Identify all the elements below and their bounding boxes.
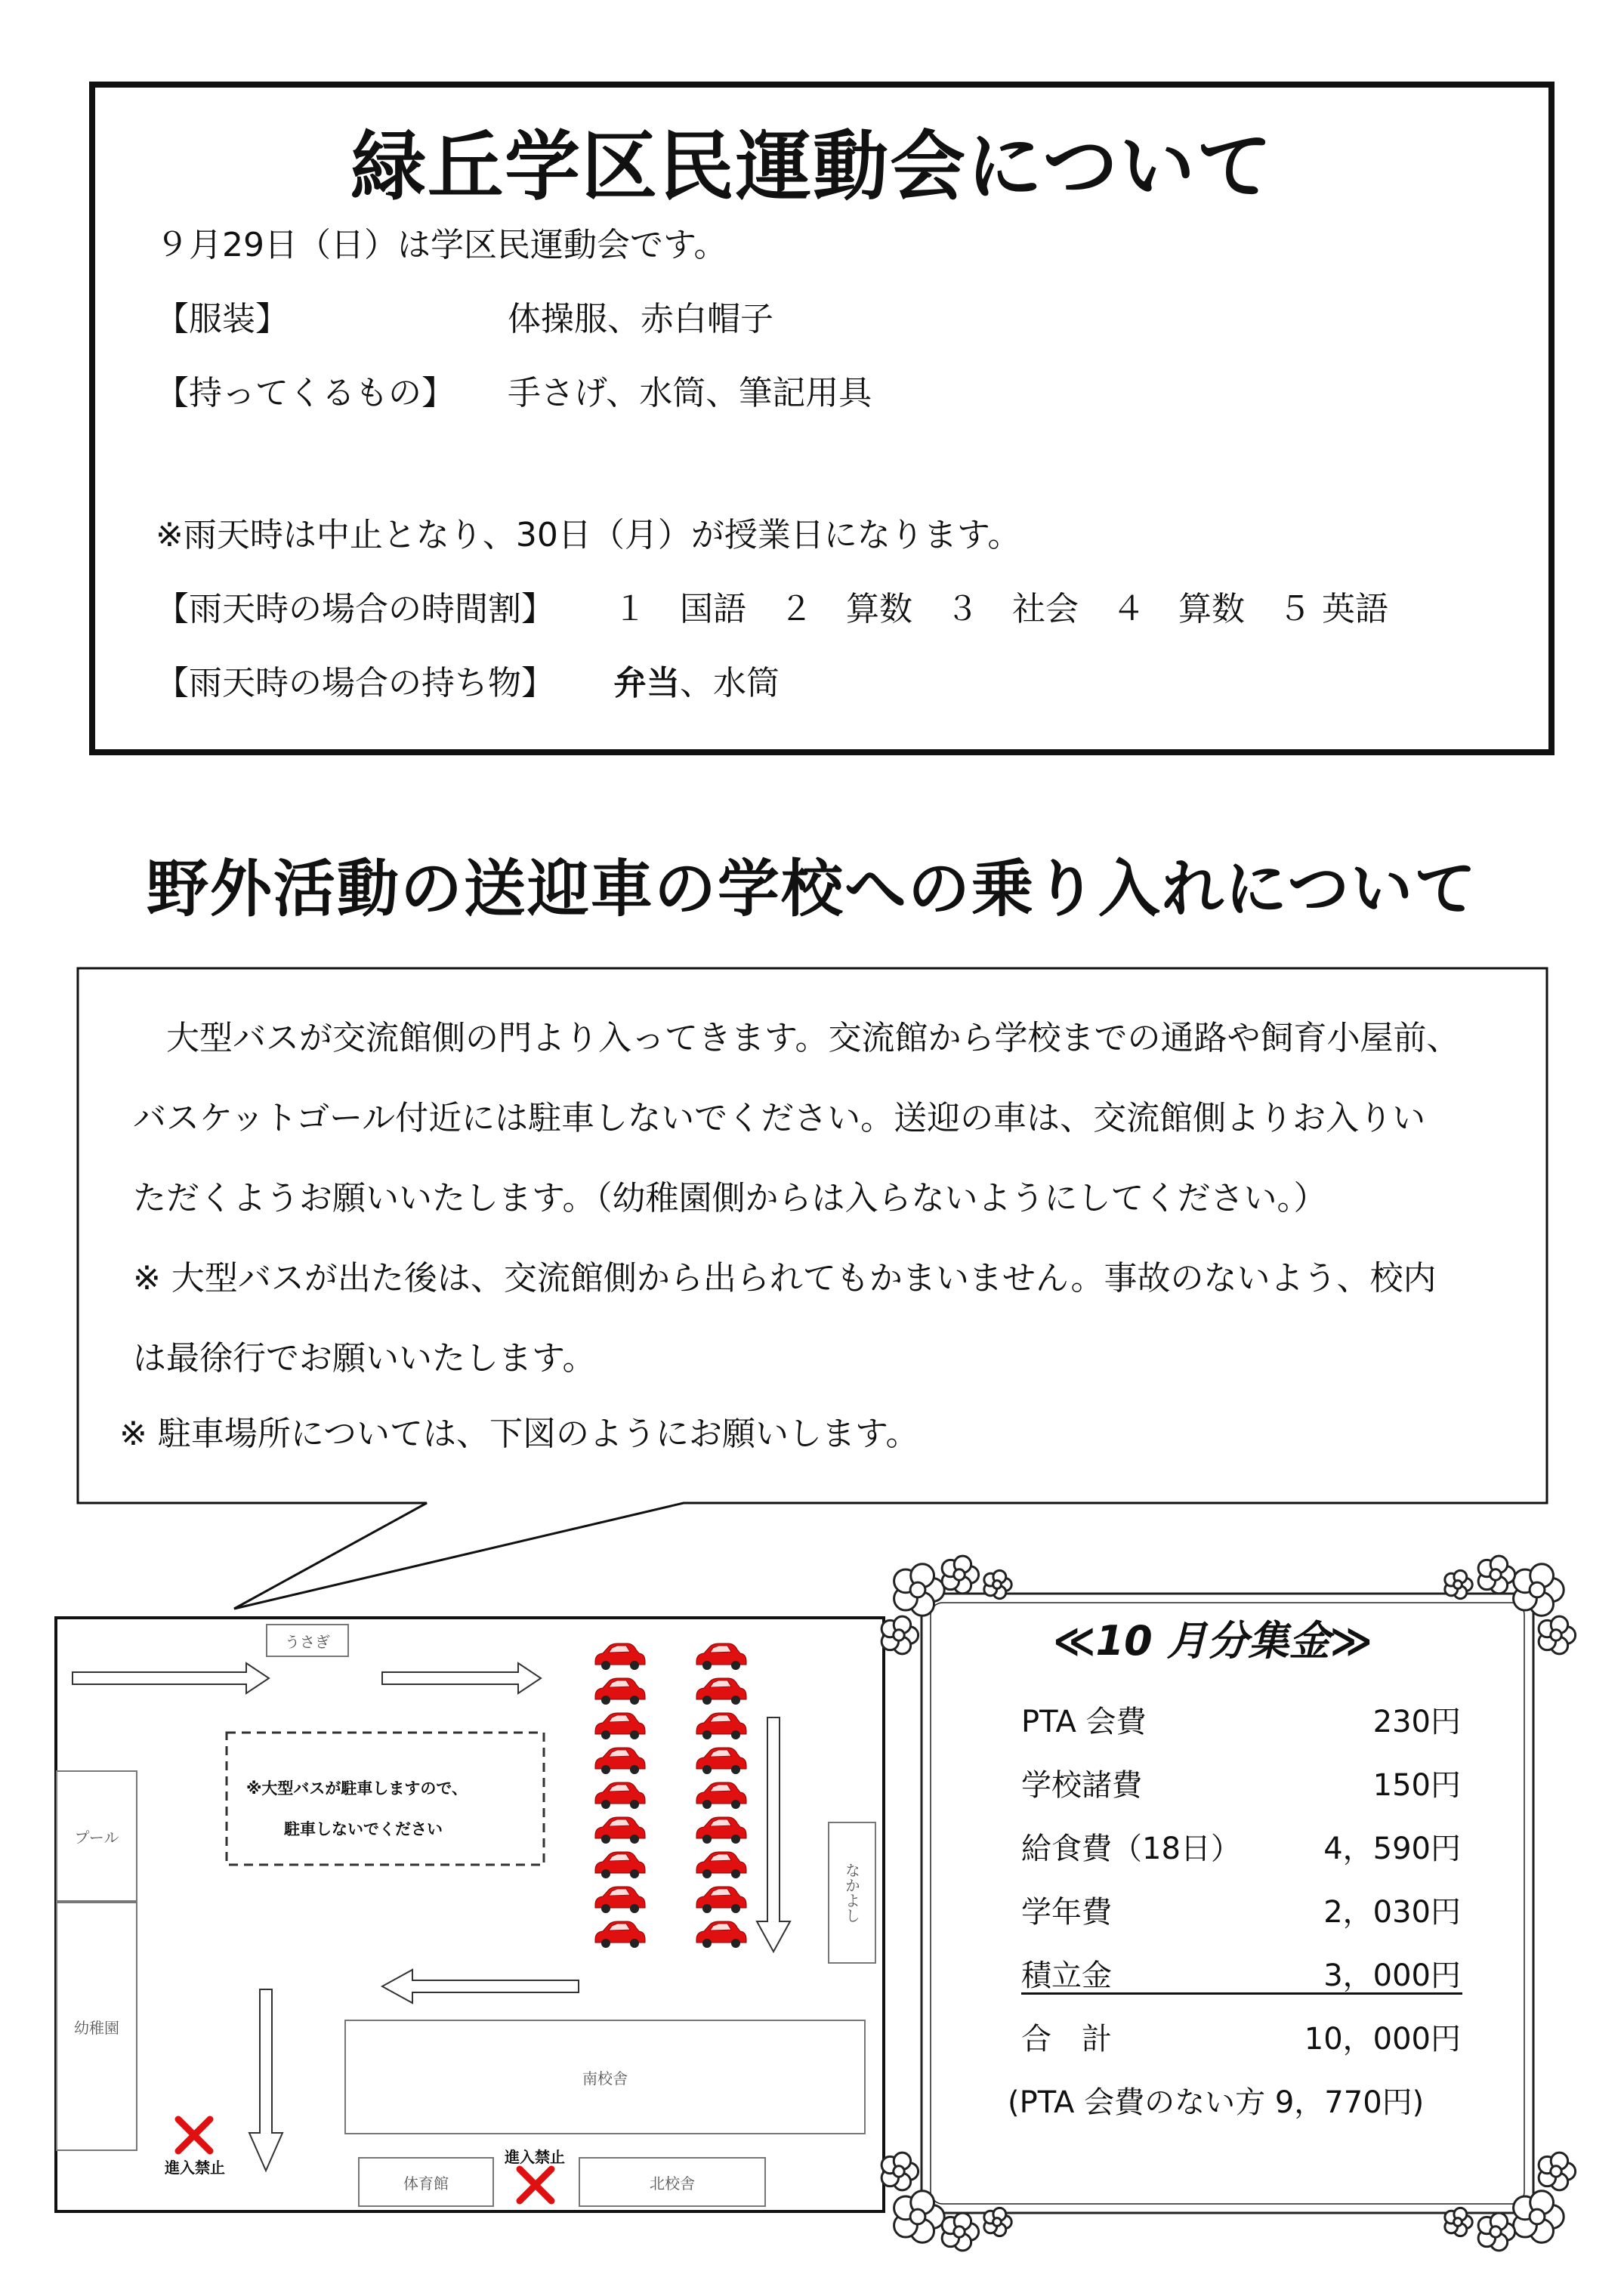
event-date-line: ９月29日（日）は学区民運動会です。 (156, 226, 727, 264)
parking-map (54, 1616, 885, 2213)
arrow-left (382, 1970, 579, 2003)
pickup-line-5: は最徐行でお願いいたします。 (133, 1339, 596, 1378)
pickup-line-3: ただくようお願いいたします。（幼稚園側からは入らないようにしてください。） (133, 1179, 1327, 1217)
arrow-down-right (757, 1717, 790, 1952)
fee-label-grade: 学年費 (1021, 1895, 1112, 1930)
car-icon (592, 1920, 647, 1949)
arrow-down-left (249, 1989, 283, 2171)
car-icon (592, 1850, 647, 1879)
fee-label-savings: 積立金 (1021, 1958, 1112, 1993)
clothes-label: 【服装】 (156, 300, 289, 338)
arrow-right-2 (382, 1663, 541, 1693)
pickup-title: 野外活動の送迎車の学校への乗り入れについて (146, 853, 1478, 925)
pickup-line-6: ※ 駐車場所については、下図のようにお願いします。 (119, 1415, 919, 1453)
fee-amount-savings: 3，000円 (1323, 1958, 1461, 1993)
no-entry-label-2: 進入禁止 (505, 2148, 565, 2166)
no-entry-cross-2 (520, 2169, 551, 2201)
no-entry-cross-1 (178, 2119, 210, 2151)
car-icon (592, 1816, 647, 1844)
pickup-line-1: 大型バスが交流館側の門より入ってきます。交流館から学校までの通路や飼育小屋前、 (133, 1019, 1460, 1057)
car-icon (693, 1711, 748, 1740)
total-label: 合 計 (1021, 2022, 1112, 2057)
car-icon (592, 1711, 647, 1740)
car-icon (693, 1920, 748, 1949)
fee-title: ≪10 月分集金≫ (1053, 1617, 1373, 1665)
fee-amount-pta: 230円 (1372, 1705, 1461, 1739)
total-amount: 10，000円 (1304, 2022, 1461, 2057)
gym: 体育館 (358, 2157, 494, 2207)
rain-schedule-label: 【雨天時の場合の時間割】 (156, 590, 554, 628)
car-icon (592, 1885, 647, 1914)
rain-items-label: 【雨天時の場合の持ち物】 (156, 664, 554, 702)
car-icon (693, 1850, 748, 1879)
fee-label-school: 学校諸費 (1021, 1768, 1142, 1803)
rain-note: ※雨天時は中止となり、30日（月）が授業日になります。 (156, 516, 1021, 554)
pool: プール (56, 1770, 137, 1902)
rain-items-bento: 弁当 (613, 664, 680, 702)
car-icon (592, 1677, 647, 1705)
car-icon (693, 1816, 748, 1844)
bus-note-1: ※大型バスが駐車しますので、 (246, 1779, 468, 1798)
car-icon (592, 1746, 647, 1775)
fee-note: (PTA 会費のない方 9，770円) (1008, 2085, 1425, 2120)
rain-items-rest: 、水筒 (680, 664, 780, 702)
car-icon (693, 1642, 748, 1671)
items-label: 【持ってくるもの】 (156, 374, 455, 412)
north-building: 北校舎 (579, 2157, 766, 2207)
south-building: 南校舎 (344, 2020, 866, 2134)
fee-label-pta: PTA 会費 (1021, 1705, 1147, 1739)
kindergarten: 幼稚園 (56, 1902, 137, 2151)
items-value: 手さげ、水筒、筆記用具 (508, 374, 872, 412)
car-icon (693, 1746, 748, 1775)
pickup-line-4: ※ 大型バスが出た後は、交流館側から出られてもかまいません。事故のないよう、校内 (133, 1259, 1437, 1298)
car-icon (592, 1781, 647, 1810)
arrow-right-1 (73, 1663, 269, 1693)
fee-amount-school: 150円 (1372, 1768, 1461, 1803)
event-title: 緑丘学区民運動会について (350, 122, 1274, 211)
fee-label-lunch: 給食費（18日） (1021, 1832, 1241, 1866)
fee-amount-lunch: 4，590円 (1323, 1832, 1461, 1866)
car-icon (693, 1885, 748, 1914)
usagi-hutch: うさぎ (266, 1624, 349, 1657)
pickup-line-2: バスケットゴール付近には駐車しないでください。送迎の車は、交流館側よりお入りい (133, 1099, 1426, 1137)
clothes-value: 体操服、赤白帽子 (508, 300, 773, 338)
car-icon (693, 1781, 748, 1810)
no-entry-label-1: 進入禁止 (165, 2159, 225, 2177)
rain-schedule: １ 国語 ２ 算数 ３ 社会 ４ 算数 ５ 英語 (613, 590, 1388, 628)
total-rule (1021, 1992, 1462, 1995)
nakayoshi: なかよし (828, 1822, 876, 1964)
fee-amount-grade: 2，030円 (1323, 1895, 1461, 1930)
bus-note-2: 駐車しないでください (284, 1820, 443, 1838)
car-icon (592, 1642, 647, 1671)
car-icon (693, 1677, 748, 1705)
